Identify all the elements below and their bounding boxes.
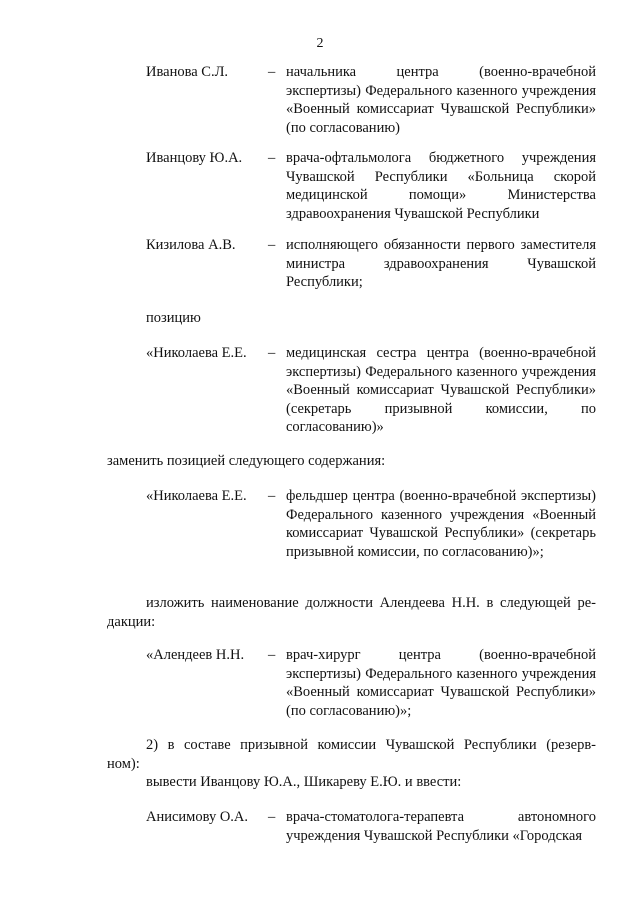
page-number: 2 <box>316 36 324 51</box>
member-description: врач-хирург центра (военно-врачебной экспертизы) Федерального казенного учреждения «Военный комиссариат Чувашской Республики» (по согласованию)»; <box>286 647 596 719</box>
member-description: врача-офтальмолога бюджетного учреждения Чувашской Республики «Больница скорой медицинской помощи» Министерства здравоохранения Чувашской Республики <box>286 150 596 222</box>
member-dash: – <box>268 64 276 80</box>
member-name: «Николаева Е.Е. <box>146 345 247 361</box>
member-description: фельдшер центра (военно-врачебной экспертизы) Федерального казенного учреждения «Военный комиссариат Чувашской Республики» (секретарь призывной комиссии, по согласованию)»; <box>286 488 596 560</box>
member-entry-nikolaeva-new <box>146 487 596 561</box>
member-dash: – <box>268 345 276 361</box>
rename-line-1: изложить наименование должности Алендеева Н.Н. в следующей ре- <box>146 595 596 611</box>
member-dash: – <box>268 150 276 166</box>
member-name: Анисимову О.А. <box>146 809 249 825</box>
member-name: Кизилова А.В. <box>146 237 236 253</box>
member-name: «Николаева Е.Е. <box>146 488 247 504</box>
rename-instruction <box>107 594 596 631</box>
member-name: Иванцову Ю.А. <box>146 150 243 166</box>
member-entry-ivanova <box>146 63 596 137</box>
member-dash: – <box>268 237 276 253</box>
member-description: медицинская сестра центра (военно-врачебной экспертизы) Федерального казенного учреждения «Военный комиссариат Чувашской Республики» (секретарь призывной комиссии, по согласованию)» <box>286 345 596 436</box>
replace-instruction: заменить позицией следующего содержания: <box>107 453 386 469</box>
member-dash: – <box>268 809 276 825</box>
member-entry-alendeev <box>146 646 596 720</box>
item-2-line-1: 2) в составе призывной комиссии Чувашской Республики (резерв- <box>146 737 596 753</box>
item-2-line-2: ном): <box>107 755 140 772</box>
member-dash: – <box>268 488 276 504</box>
member-description: исполняющего обязанности первого заместителя министра здравоохранения Чувашской Республики; <box>286 237 596 291</box>
member-description: начальника центра (военно-врачебной экспертизы) Федерального казенного учреждения «Военный комиссариат Чувашской Республики» (по согласованию) <box>286 64 596 136</box>
member-description: врача-стоматолога-терапевта автономного учреждения Чувашской Республики «Городская <box>286 809 596 844</box>
member-name: Иванова С.Л. <box>146 64 229 80</box>
member-entry-ivantsova <box>146 149 596 223</box>
member-entry-kizilova <box>146 236 596 292</box>
withdraw-instruction: вывести Иванцову Ю.А., Шикареву Е.Ю. и ввести: <box>146 774 462 790</box>
member-entry-anisimova <box>146 808 596 845</box>
member-entry-nikolaeva-old <box>146 344 596 437</box>
item-2-paragraph <box>107 736 596 773</box>
position-word: позицию <box>146 310 201 326</box>
member-name: «Алендеев Н.Н. <box>146 647 245 663</box>
member-dash: – <box>268 647 276 663</box>
rename-line-2: дакции: <box>107 613 156 630</box>
